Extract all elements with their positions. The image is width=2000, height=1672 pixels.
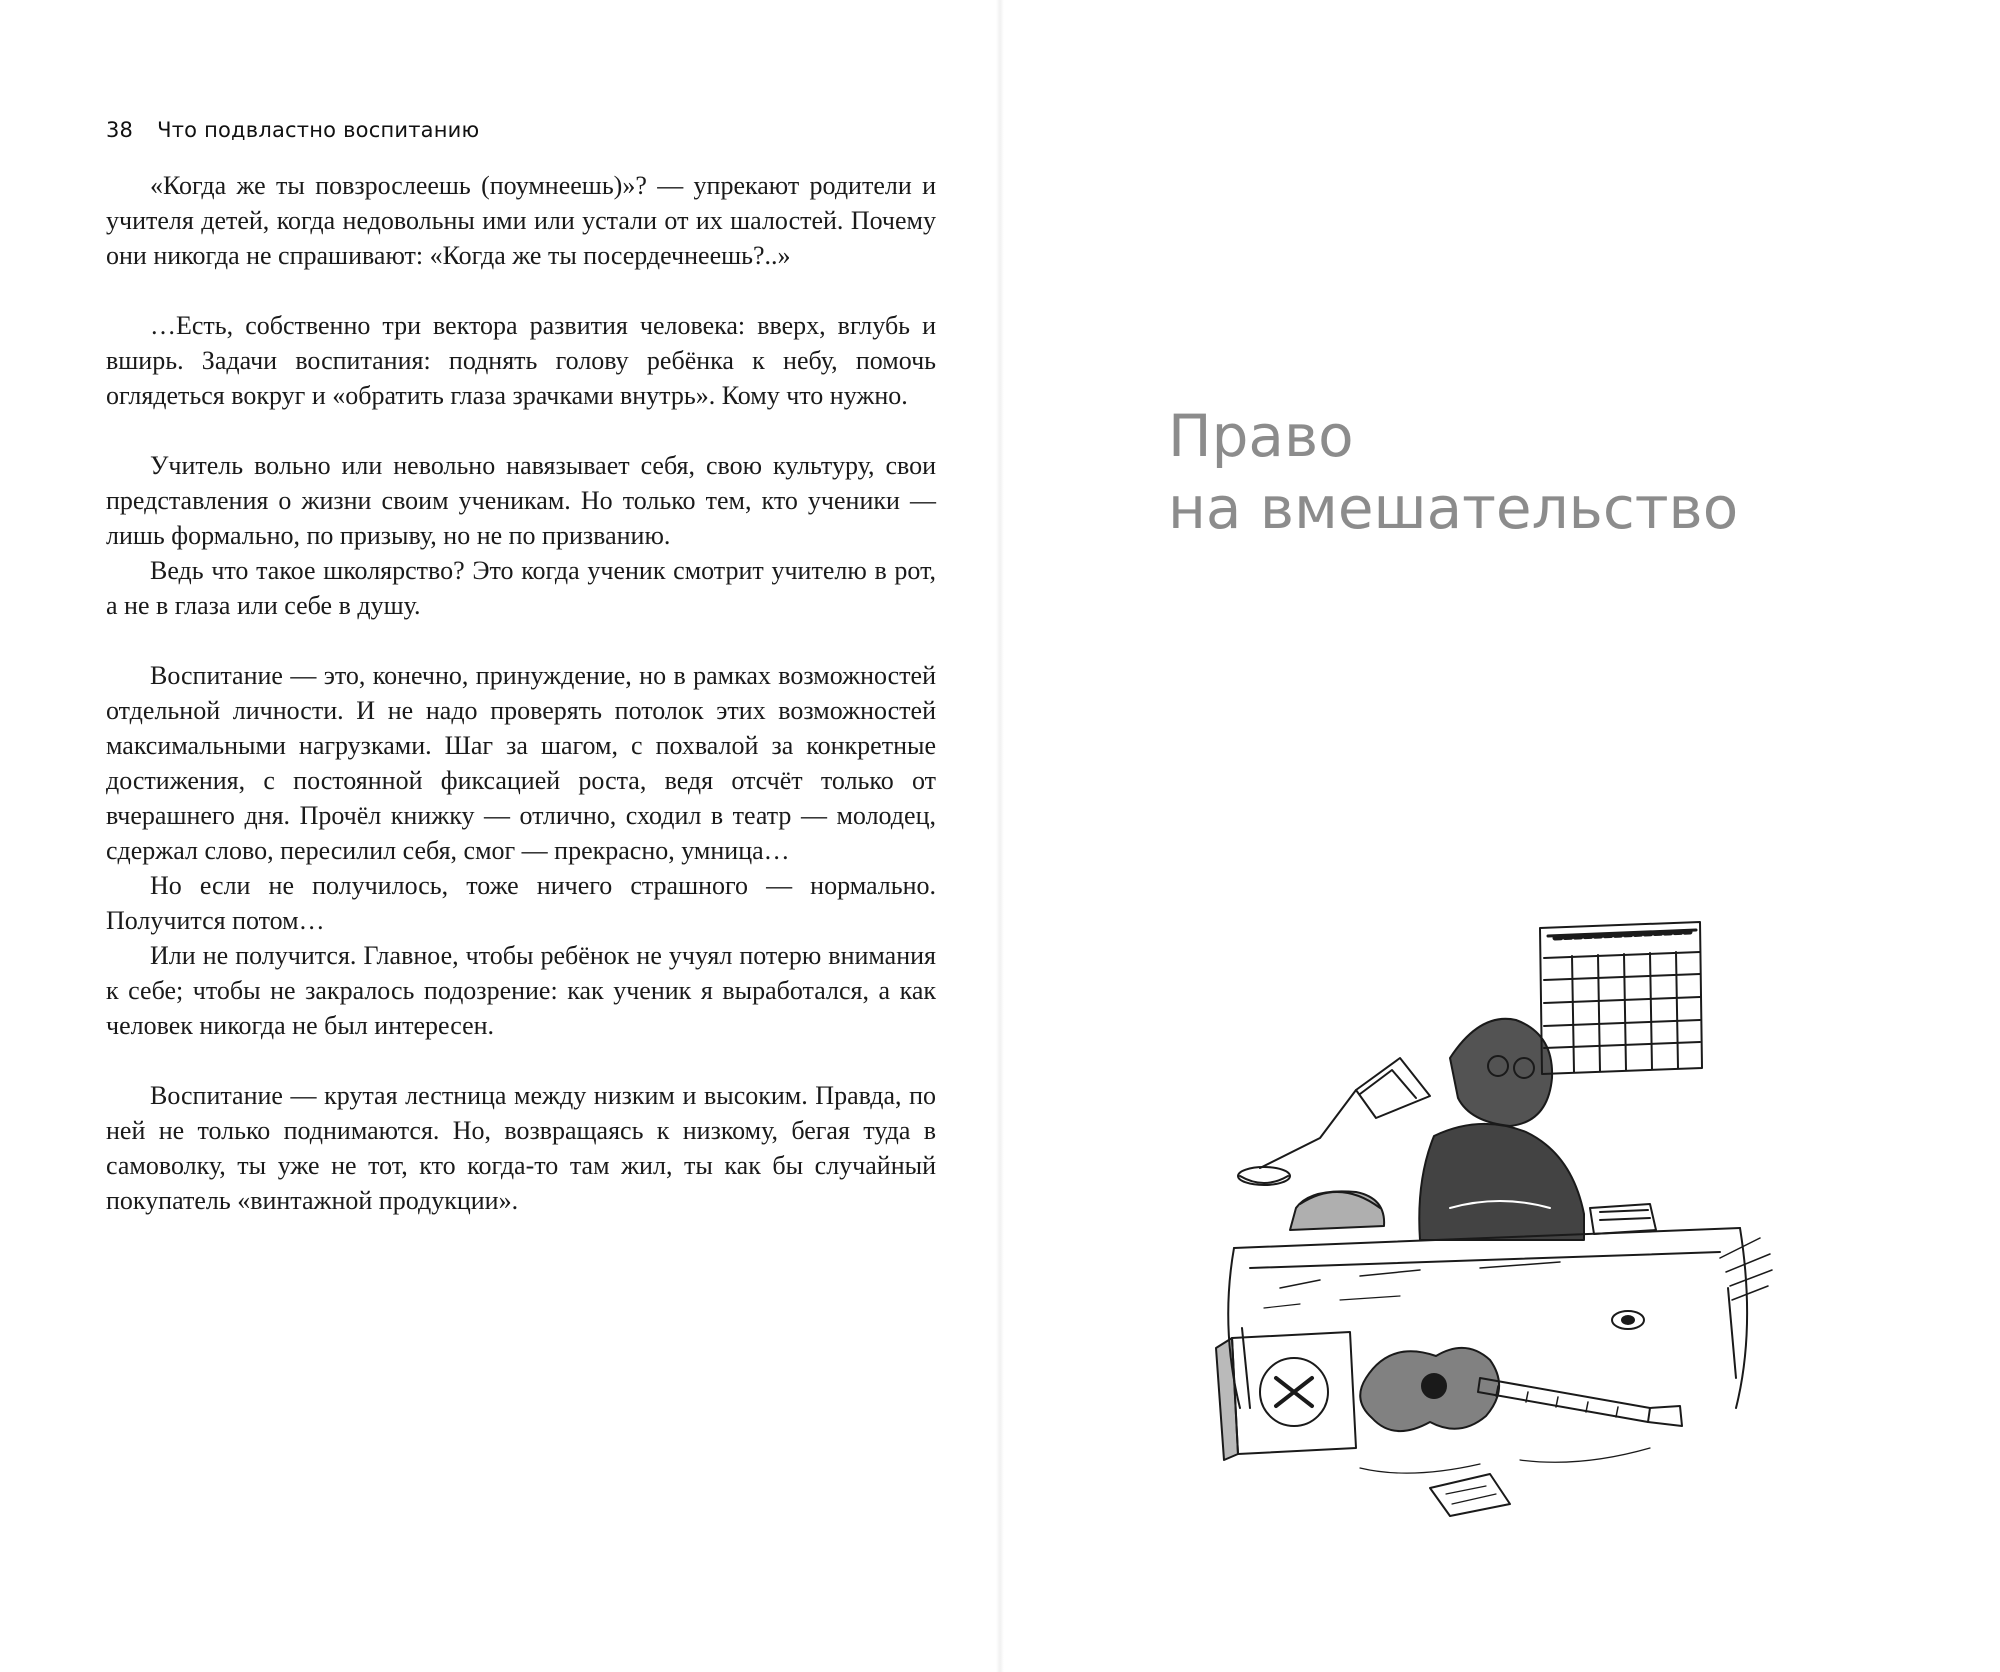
running-head-title: Что подвластно воспитанию [157, 118, 480, 142]
desk-sketch-illustration [1180, 908, 1780, 1528]
lamp-drawing [1238, 1058, 1430, 1185]
paragraph: …Есть, собственно три вектора развития человека: вверх, вглубь и вширь. Задачи воспитания: поднять голову ребёнка к небу, помочь оглядеться вокруг и «обратить глаза зрачками внутрь». Кому что нужно. [106, 311, 936, 410]
paragraph: Ведь что такое школярство? Это когда ученик смотрит учителю в рот, а не в глаза или себе в душу. [106, 556, 936, 620]
paragraph: «Когда же ты повзрослеешь (поумнеешь)»? — упрекают родители и учителя детей, когда недовольны ими или устали от их шалостей. Почему они никогда не спрашивают: «Когда же ты посердечнеешь?..» [106, 171, 936, 270]
running-head [106, 118, 479, 142]
chapter-title [1168, 400, 1738, 544]
right-page [1000, 0, 2000, 1672]
paper-drawing [1360, 1448, 1650, 1516]
person-drawing [1419, 1019, 1584, 1240]
paragraph: Воспитание — крутая лестница между низким и высоким. Правда, по ней не только поднимаются. Но, возвращаясь к низкому, бегая туда в самоволку, ты уже не тот, кто когда-то там жил, ты как бы случайный покупатель «винтажной продукции». [106, 1081, 936, 1215]
paragraph: Но если не получилось, тоже ничего страшного — нормально. Получится потом… [106, 871, 936, 935]
chapter-title-line: Право [1168, 402, 1354, 470]
calendar-drawing [1540, 922, 1702, 1074]
paragraph: Учитель вольно или невольно навязывает себя, свою культуру, свои представления о жизни своим ученикам. Но только тем, кто ученики — лишь формально, по призыву, но не по призванию. [106, 451, 936, 550]
page-number: 38 [106, 118, 134, 142]
paragraph: Воспитание — это, конечно, принуждение, но в рамках возможностей отдельной личности. И не надо проверять потолок этих возможностей максимальными нагрузками. Шаг за шагом, с похвалой за конкретные достижения, с постоянной фиксацией роста, ведя отсчёт только от вчерашнего дня. Прочёл книжку — отлично, сходил в театр — молодец, сдержал слово, пересилил себя, смог — прекрасно, умница… [106, 661, 936, 865]
chapter-title-line: на вмешательство [1168, 474, 1739, 542]
guitar-drawing [1360, 1348, 1682, 1431]
paragraph: Или не получится. Главное, чтобы ребёнок не учуял потерю внимания к себе; чтобы не закралось подозрение: как ученик я выработался, а как человек никогда не был интересен. [106, 941, 936, 1040]
body-text [106, 168, 936, 1218]
